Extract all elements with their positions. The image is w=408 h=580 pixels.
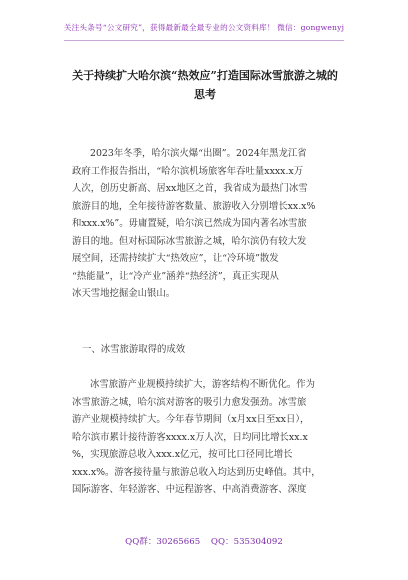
section-heading: 一、冰雪旅游取得的成效 bbox=[82, 344, 186, 355]
text-line: 游目的地。但对标国际冰雪旅游之城，哈尔滨仍有较大发 bbox=[72, 235, 307, 247]
text-line: 展空间，还需持续扩大“热效应”，让“冷环境”散发 bbox=[72, 253, 279, 264]
text-line: 国际游客、年轻游客、中远程游客、中高消费游客、深度 bbox=[72, 484, 307, 495]
paragraph-achievements bbox=[72, 376, 344, 499]
header-divider bbox=[64, 40, 344, 41]
paragraph-intro bbox=[72, 145, 344, 303]
title-line-1: 关于持续扩大哈尔滨“热效应”打造国际冰雪旅游之城的 bbox=[72, 69, 338, 82]
text-line: 旅游目的地，全年接待游客数量、旅游收入分别增长xx.x% bbox=[72, 200, 316, 212]
footer-qq-group: QQ群：30265665 bbox=[125, 537, 201, 547]
footer-qq: QQ：535304092 bbox=[210, 537, 283, 547]
text-line: 人次，创历史新高、居xx地区之首，我省成为最热门冰雪 bbox=[72, 183, 308, 194]
text-line: “热能量”，让“冷产业”涵养“热经济”，真正实现从 bbox=[72, 270, 279, 282]
text-line: 冰雪旅游产业规模持续扩大，游客结构不断优化。作为 bbox=[90, 379, 316, 390]
text-line: 政府工作报告指出，“哈尔滨机场旅客年吞吐量xxxx.x万 bbox=[72, 165, 304, 177]
text-line: %，实现旅游总收入xxx.x亿元，按可比口径同比增长 bbox=[72, 449, 293, 460]
text-line: 游产业规模持续扩大。今年春节期间（x月xx日至xx日）， bbox=[72, 414, 310, 425]
document-title bbox=[40, 66, 370, 104]
header-notice: 关注头条号“公文研究”，获得最新最全最专业的公文资料库！ 微信：gongwenyj bbox=[63, 23, 345, 32]
footer-contacts bbox=[0, 535, 408, 547]
text-line: 2023年冬季，哈尔滨火爆“出圈”。2024年黑龙江省 bbox=[90, 148, 307, 159]
text-line: 冰天雪地挖掘金山银山。 bbox=[72, 288, 176, 299]
title-line-2: 思考 bbox=[194, 88, 216, 101]
text-line: 哈尔滨市累计接待游客xxxx.x万人次，日均同比增长xx.x bbox=[72, 431, 308, 443]
text-line: 冰雪旅游之城，哈尔滨对游客的吸引力愈发强劲。冰雪旅 bbox=[72, 396, 307, 408]
text-line: 和xxx.x%”。毋庸置疑，哈尔滨已然成为国内著名冰雪旅 bbox=[72, 218, 307, 229]
text-line: xxx.x%。游客接待量与旅游总收入均达到历史峰值。其中， bbox=[72, 466, 321, 478]
